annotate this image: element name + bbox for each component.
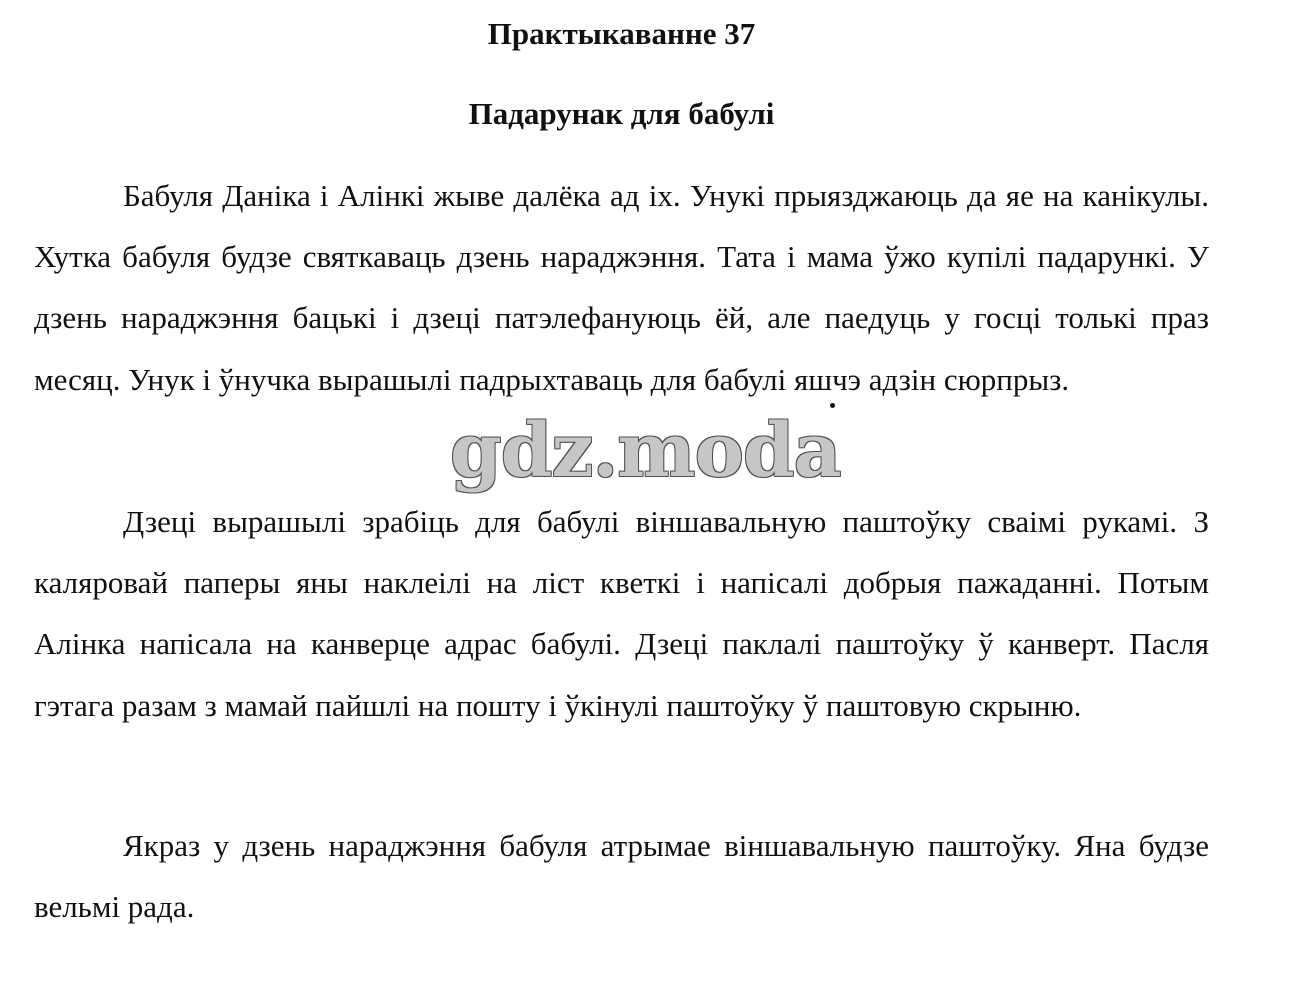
watermark-logo: gdz.moda: [450, 408, 841, 494]
stray-dot-mark: [830, 403, 835, 408]
paragraph-1: Бабуля Даніка і Алінкі жыве далёка ад іх. Унукі прыязджаюць да яе на канікулы. Хутка бабуля будзе святкаваць дзень нараджэння. Тата і мама ўжо купілі падарункі. У дзень нараджэння бацькі і дзеці патэлефануюць ёй, але паедуць у госці толькі праз месяц. Унук і ўнучка вырашылі падрыхтаваць для бабулі яшчэ адзін сюрпрыз.: [34, 178, 1209, 397]
exercise-label: Практыкаванне 37: [487, 16, 756, 51]
page-title: Падарунак для бабулі: [468, 96, 775, 131]
paragraph-3: Якраз у дзень нараджэння бабуля атрымае віншавальную паштоўку. Яна будзе вельмі рада.: [34, 828, 1209, 925]
paragraph-2: Дзеці вырашылі зрабіць для бабулі віншавальную паштоўку сваімі рукамі. З каляровай паперы яны наклеілі на ліст кветкі і напісалі добрыя пажаданні. Потым Алінка напісала на канверце адрас бабулі. Дзеці паклалі паштоўку ў канверт. Пасля гэтага разам з мамай пайшлі на пошту і ўкінулі паштоўку ў паштовую скрыню.: [34, 504, 1209, 723]
